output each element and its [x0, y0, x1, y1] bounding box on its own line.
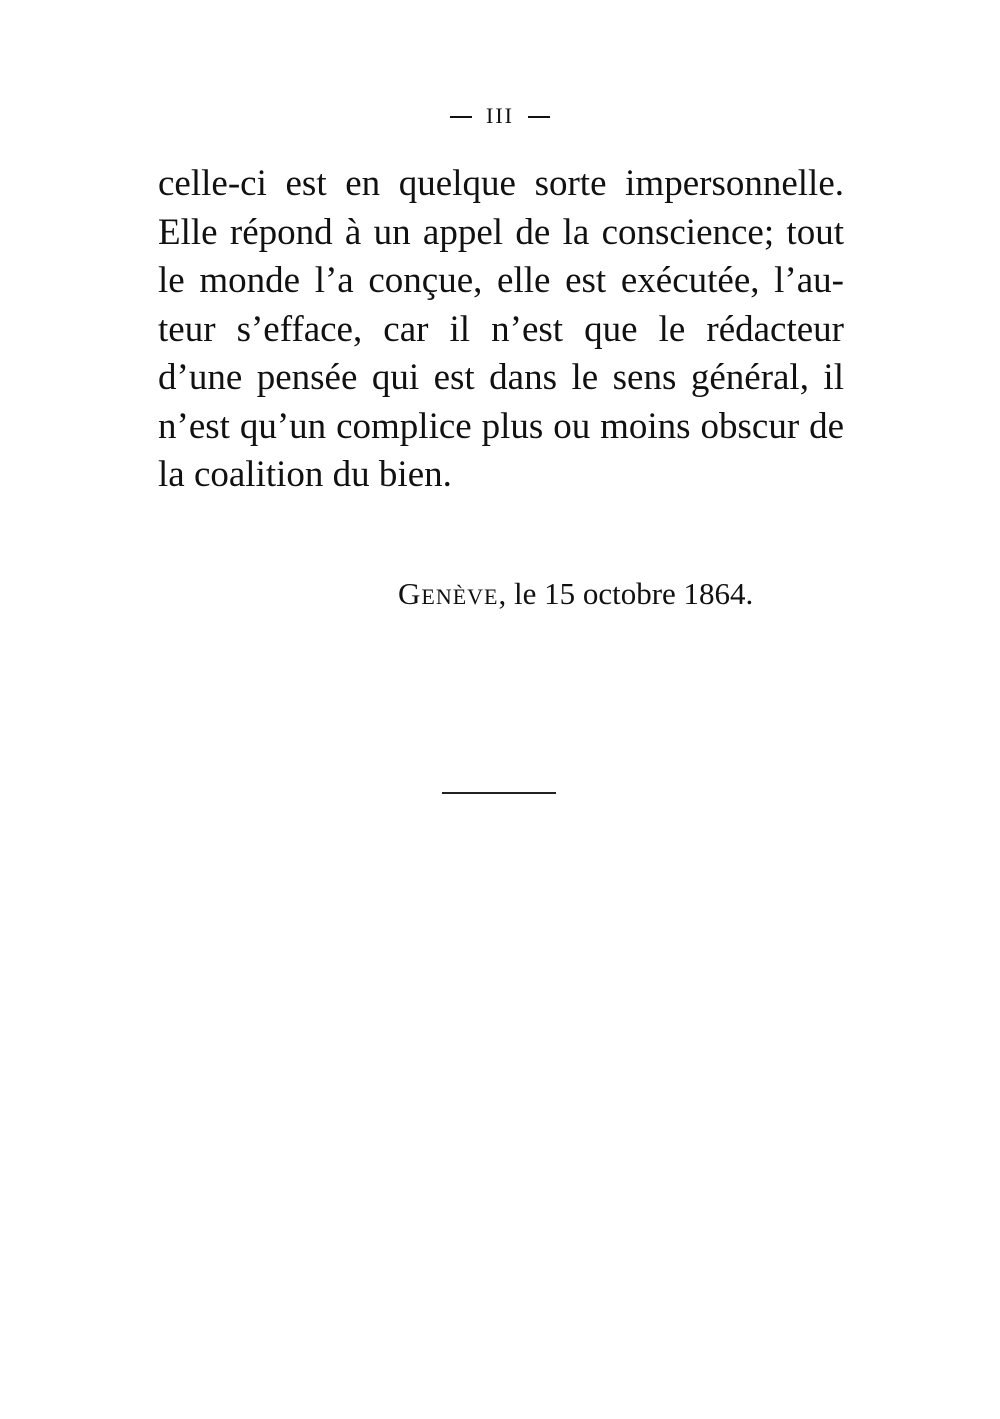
- text-line: d’une pensée qui est dans le sens général, il: [158, 357, 844, 398]
- left-dash: [450, 116, 472, 118]
- section-end-rule: [442, 792, 556, 794]
- body-paragraph: [158, 160, 844, 500]
- text-line: le monde l’a conçue, elle est exécutée, l’au-: [158, 260, 844, 301]
- signature-date: , le 15 octobre 1864.: [498, 576, 754, 611]
- right-dash: [528, 116, 550, 118]
- text-line: Elle répond à un appel de la conscience; tout: [158, 211, 844, 253]
- text-line: la coalition du bien.: [158, 454, 452, 495]
- page-number-header: [0, 100, 1000, 130]
- text-line: n’est qu’un complice plus ou moins obscur de: [158, 405, 844, 447]
- place-date-signature: [398, 576, 753, 612]
- page-number: III: [486, 103, 514, 128]
- text-line: celle-ci est en quelque sorte impersonnelle.: [158, 163, 844, 204]
- signature-city: Genève: [398, 576, 499, 611]
- text-line: teur s’efface, car il n’est que le rédacteur: [158, 308, 844, 350]
